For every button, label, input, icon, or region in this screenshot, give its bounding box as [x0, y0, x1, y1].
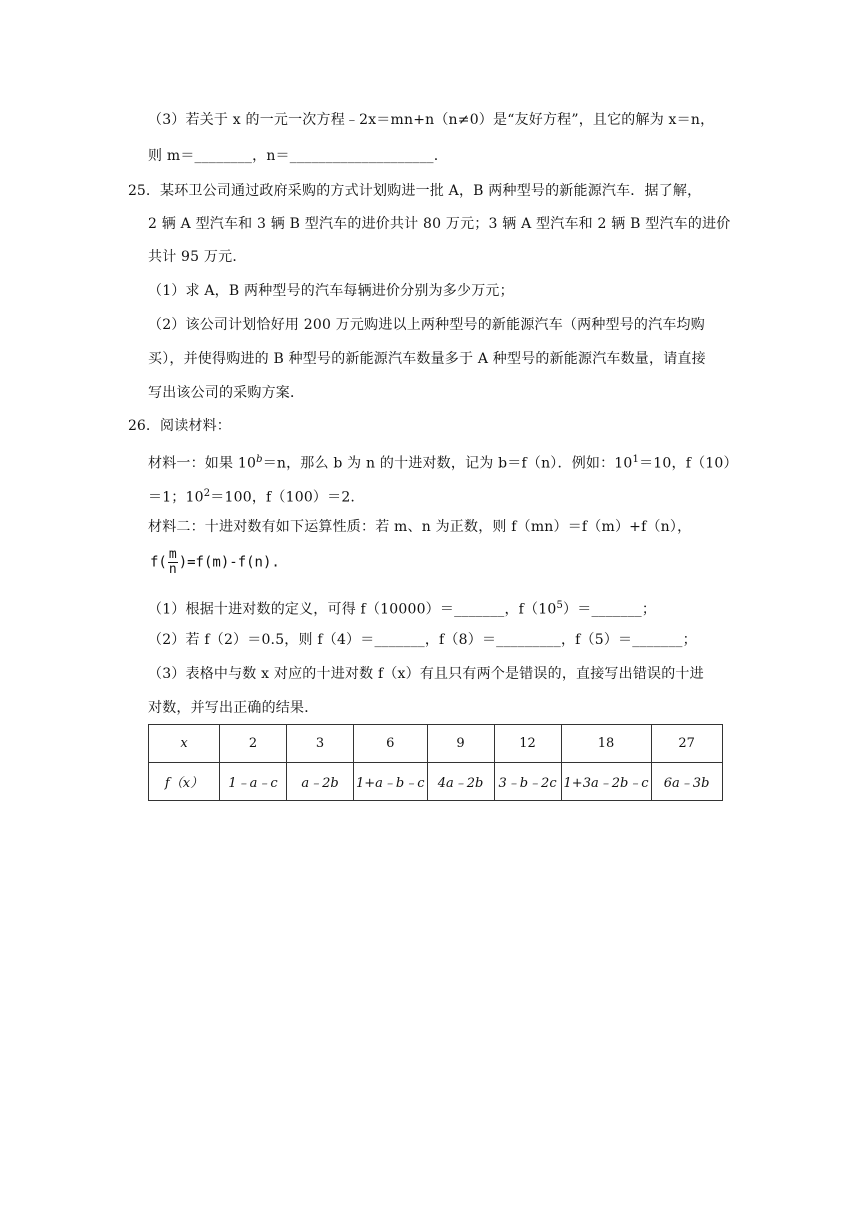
m1-line2-pre: ＝1；10 — [148, 489, 204, 506]
formula-rest: )=f(m)-f(n). — [178, 554, 280, 571]
m1-sup-1: 1 — [632, 454, 640, 465]
q26-part1-sup: 5 — [556, 600, 564, 611]
q25-part2-line3: 写出该公司的采购方案． — [148, 385, 305, 401]
formula-fraction — [168, 548, 178, 577]
table-row-fx — [149, 763, 723, 801]
formula-f: f( — [150, 554, 167, 571]
q26-part1-post: ）＝_______； — [563, 601, 657, 618]
m1-end: ＝10，f（10） — [639, 455, 738, 472]
table-cell-x: 6 — [354, 725, 428, 763]
table-cell-fx: 3﹣b﹣2c — [494, 763, 561, 801]
table-cell-x: 27 — [651, 725, 722, 763]
q26-part3-line1: （3）表格中与数 x 对应的十进对数 f（x）有且只有两个是错误的，直接写出错误的十进 — [148, 666, 704, 682]
q25-line2: 2 辆 A 型汽车和 3 辆 B 型汽车的进价共计 80 万元；3 辆 A 型汽车和 2 辆 B 型汽车的进价 — [148, 216, 731, 232]
table-header-fx: f（x） — [149, 763, 220, 801]
q25-part2-line1: （2）该公司计划恰好用 200 万元购进以上两种型号的新能源汽车（两种型号的汽车均购 — [148, 317, 705, 333]
q26-part2: （2）若 f（2）＝0.5，则 f（4）＝_______，f（8）＝_________，f（5）＝_______； — [148, 632, 697, 648]
q26-number: 26. — [128, 418, 151, 434]
table-cell-fx: 1﹣a﹣c — [220, 763, 287, 801]
q24-part3-line2: 则 m＝________，n＝____________________. — [148, 148, 439, 164]
table-cell-x: 18 — [561, 725, 651, 763]
q25-part2-line2: 买），并使得购进的 B 种型号的新能源汽车数量多于 A 种型号的新能源汽车数量，请直接 — [148, 351, 706, 367]
log-table — [148, 724, 723, 801]
q26-material1-line2 — [148, 484, 355, 508]
q25-line1: 某环卫公司通过政府采购的方式计划购进一批 A，B 两种型号的新能源汽车．据了解， — [160, 183, 702, 199]
m1-sup-2: 2 — [203, 488, 211, 499]
q24-part3-line1: （3）若关于 x 的一元一次方程﹣2x＝mn+n（n≠0）是“友好方程”，且它的解为 x＝n， — [148, 112, 715, 128]
table-cell-fx: 6a﹣3b — [651, 763, 722, 801]
formula-numerator: m — [168, 547, 177, 562]
table-row-x — [149, 725, 723, 763]
table-cell-fx: a﹣2b — [287, 763, 354, 801]
q26-part3-line2: 对数，并写出正确的结果． — [148, 700, 319, 716]
q26-material1-line1 — [148, 450, 738, 474]
q26-material2-line1: 材料二：十进对数有如下运算性质：若 m、n 为正数，则 f（mn）＝f（m）+f（n）， — [148, 519, 692, 535]
q26-part1 — [148, 596, 656, 620]
m1-line2-post: ＝100，f（100）＝2. — [210, 489, 356, 506]
table-cell-x: 12 — [494, 725, 561, 763]
table-cell-fx: 4a﹣2b — [427, 763, 494, 801]
table-cell-x: 3 — [287, 725, 354, 763]
q26-intro: 阅读材料： — [160, 418, 231, 434]
q25-line3: 共计 95 万元． — [148, 249, 247, 265]
q26-part1-pre: （1）根据十进对数的定义，可得 f（10000）＝_______，f（10 — [148, 601, 557, 618]
formula-denominator: n — [168, 562, 177, 577]
header-x-text: x — [180, 736, 188, 751]
m1-sup-b: b — [256, 454, 263, 465]
log-quotient-formula — [150, 548, 280, 577]
m1-post: ＝n，那么 b 为 n 的十进对数，记为 b＝f（n）．例如：10 — [262, 455, 633, 472]
q25-number: 25. — [128, 183, 151, 199]
table-cell-x: 2 — [220, 725, 287, 763]
m1-pre: 材料一：如果 10 — [148, 455, 257, 472]
q25-part1: （1）求 A，B 两种型号的汽车每辆进价分别为多少万元； — [148, 283, 514, 299]
table-cell-fx: 1+a﹣b﹣c — [354, 763, 428, 801]
table-header-x — [149, 725, 220, 763]
table-cell-x: 9 — [427, 725, 494, 763]
table-cell-fx: 1+3a﹣2b﹣c — [561, 763, 651, 801]
